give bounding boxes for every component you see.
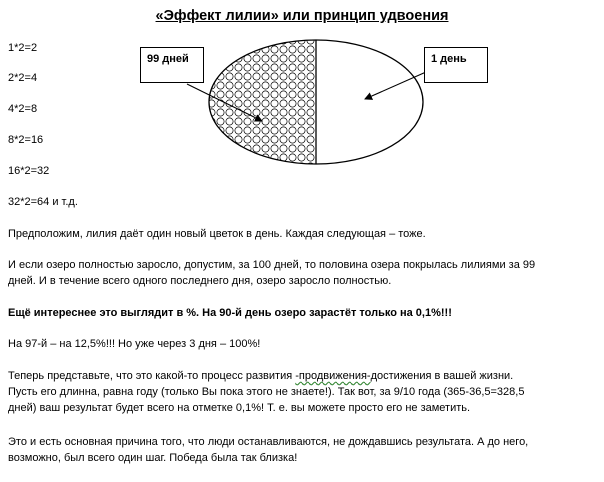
- paragraph-4: На 97-й – на 12,5%!!! Но уже через 3 дня – 100%!: [8, 338, 261, 350]
- formula-line: 16*2=32: [8, 165, 50, 177]
- paragraph-6: [8, 434, 598, 466]
- paragraph-2-line-1: И если озеро полностью заросло, допустим, за 100 дней, то половина озера покрылась лилиями за 99: [8, 259, 536, 271]
- page-title: «Эффект лилии» или принцип удвоения: [155, 8, 449, 24]
- p5-text-underlined: -продвижения-: [295, 370, 371, 382]
- p5-text-c: достижения в вашей жизни.: [370, 370, 514, 382]
- paragraph-5-line-1: [8, 368, 598, 384]
- paragraph-6-line-1: Это и есть основная причина того, что люди останавливаются, не дождавшись результата. А до него,: [8, 436, 529, 448]
- arrow-right: [365, 72, 426, 99]
- formula-line: 2*2=4: [8, 72, 38, 84]
- paragraph-2-line-2: дней. И в течение всего одного последнего дня, озеро заросло полностью.: [8, 275, 392, 287]
- paragraph-5: [8, 368, 598, 416]
- formula-line: 4*2=8: [8, 103, 38, 115]
- paragraph-5-line-2: Пусть его длинна, равна году (только Вы пока этого не знаете!). Так вот, за 9/10 года (365-36,5=328,5: [8, 386, 525, 398]
- label-1-day: 1 день: [424, 47, 488, 83]
- paragraph-6-line-2: возможно, был всего один шаг. Победа была так близка!: [8, 452, 298, 464]
- paragraph-5-line-3: дней) ваш результат будет всего на отметке 0,1%! Т. е. вы можете просто его не заметить.: [8, 402, 471, 414]
- lilies-area: [200, 35, 320, 170]
- formula-line: 8*2=16: [8, 134, 44, 146]
- lake-diagram: [0, 0, 604, 230]
- formula-line: 32*2=64 и т.д.: [8, 196, 78, 208]
- formula-line: 1*2=2: [8, 42, 38, 54]
- label-99-days: 99 дней: [140, 47, 204, 83]
- paragraph-2: [8, 257, 598, 289]
- p5-text-a: Теперь представьте, что это какой-то процесс развития: [8, 370, 296, 382]
- paragraph-1: Предположим, лилия даёт один новый цветок в день. Каждая следующая – тоже.: [8, 228, 426, 240]
- paragraph-3: Ещё интереснее это выглядит в %. На 90-й день озеро зарастёт только на 0,1%!!!: [8, 307, 452, 319]
